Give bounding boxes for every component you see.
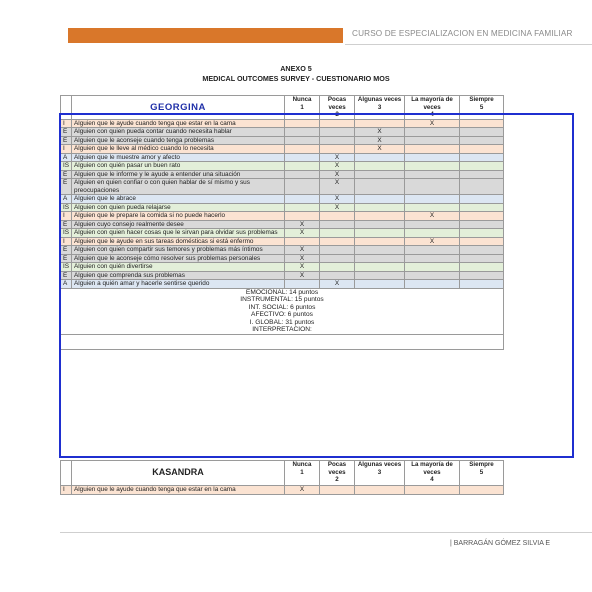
table-row <box>61 136 504 145</box>
table-row <box>61 128 504 137</box>
annex-title: ANEXO 5 <box>280 64 312 73</box>
question-cell: Alguien que le aconseje cuando tenga problemas <box>72 136 285 145</box>
question-cell: Alguien cuyo consejo realmente desee <box>72 220 285 229</box>
question-cell: Alguien con quien compartir sus temores y problemas más íntimos <box>72 246 285 255</box>
col-header-algunas: Algunas veces 3 <box>355 461 405 486</box>
answer-cell <box>355 203 405 212</box>
answer-cell: X <box>320 162 355 171</box>
answer-cell: X <box>405 237 460 246</box>
question-cell: Alguien con quien pueda contar cuando necesita hablar <box>72 128 285 137</box>
question-cell: Alguien que comprenda sus problemas <box>72 271 285 280</box>
mos-table-georgina <box>60 95 504 350</box>
answer-cell <box>285 280 320 289</box>
col-header-nunca: Nunca 1 <box>285 96 320 120</box>
answer-cell <box>405 263 460 272</box>
blank-cell <box>61 334 504 349</box>
table-row <box>61 237 504 246</box>
category-cell: E <box>61 128 72 137</box>
question-cell: Alguien que le abrace <box>72 195 285 204</box>
answer-cell <box>460 212 504 221</box>
category-cell: I <box>61 212 72 221</box>
answer-cell: X <box>285 263 320 272</box>
answer-cell <box>355 237 405 246</box>
answer-cell <box>405 162 460 171</box>
answer-cell <box>460 246 504 255</box>
score-line: I. GLOBAL: 31 puntos <box>249 318 315 326</box>
score-line: AFECTIVO: 6 puntos <box>251 311 313 318</box>
category-cell: E <box>61 254 72 263</box>
table-row <box>61 486 504 495</box>
table-row <box>61 145 504 154</box>
question-cell: Alguien que le prepare la comida si no puede hacerlo <box>72 212 285 221</box>
answer-cell <box>355 271 405 280</box>
mos-table-kasandra <box>60 460 504 495</box>
category-header-cell <box>61 461 72 486</box>
answer-cell <box>460 220 504 229</box>
answer-cell: X <box>355 128 405 137</box>
score-summary <box>61 288 504 334</box>
answer-cell <box>285 145 320 154</box>
answer-cell <box>320 263 355 272</box>
category-header-cell <box>61 96 72 120</box>
question-cell: Alguien que le ayude cuando tenga que estar en la cama <box>72 119 285 128</box>
category-cell: I <box>61 486 72 495</box>
answer-cell: X <box>320 195 355 204</box>
category-cell: I <box>61 119 72 128</box>
answer-cell <box>320 254 355 263</box>
category-cell: A <box>61 280 72 289</box>
answer-cell: X <box>355 136 405 145</box>
answer-cell: X <box>285 246 320 255</box>
answer-cell <box>405 145 460 154</box>
answer-cell <box>320 145 355 154</box>
category-cell: E <box>61 220 72 229</box>
answer-cell <box>405 203 460 212</box>
col-header-mayoria: La mayoría de veces 4 <box>405 96 460 120</box>
table-row <box>61 271 504 280</box>
answer-cell <box>285 179 320 195</box>
answer-cell <box>285 203 320 212</box>
answer-cell: X <box>320 280 355 289</box>
question-cell: Alguien que le ayude en sus tareas domésticas si está enfermo <box>72 237 285 246</box>
answer-cell <box>320 220 355 229</box>
question-cell: Alguien con quién pasar un buen rato <box>72 162 285 171</box>
answer-cell <box>405 195 460 204</box>
question-cell: Alguien que le aconseje cómo resolver sus problemas personales <box>72 254 285 263</box>
answer-cell: X <box>285 229 320 238</box>
answer-cell <box>285 237 320 246</box>
category-cell: A <box>61 153 72 162</box>
answer-cell <box>460 128 504 137</box>
answer-cell: X <box>285 254 320 263</box>
table-row <box>61 220 504 229</box>
footer-divider <box>60 532 592 533</box>
col-header-pocas: Pocas veces 2 <box>320 96 355 120</box>
answer-cell: X <box>355 145 405 154</box>
col-header-algunas: Algunas veces 3 <box>355 96 405 120</box>
answer-cell: X <box>285 271 320 280</box>
answer-cell <box>355 119 405 128</box>
category-cell: E <box>61 170 72 179</box>
answer-cell: X <box>320 203 355 212</box>
answer-cell <box>320 229 355 238</box>
answer-cell <box>460 179 504 195</box>
answer-cell <box>285 136 320 145</box>
answer-cell <box>405 136 460 145</box>
table-header-row <box>61 96 504 120</box>
answer-cell <box>355 280 405 289</box>
answer-cell <box>355 486 405 495</box>
answer-cell <box>405 271 460 280</box>
answer-cell: X <box>405 119 460 128</box>
answer-cell <box>405 229 460 238</box>
table-row <box>61 229 504 238</box>
answer-cell <box>460 263 504 272</box>
answer-cell <box>285 162 320 171</box>
category-cell: E <box>61 136 72 145</box>
col-header-siempre: Siempre 5 <box>460 96 504 120</box>
answer-cell <box>285 212 320 221</box>
answer-cell: X <box>405 212 460 221</box>
answer-cell <box>460 195 504 204</box>
answer-cell <box>355 229 405 238</box>
answer-cell <box>460 280 504 289</box>
answer-cell <box>460 170 504 179</box>
answer-cell <box>285 195 320 204</box>
table-row <box>61 212 504 221</box>
table-row <box>61 153 504 162</box>
question-cell: Alguien que le lleve al médico cuando lo necesita <box>72 145 285 154</box>
col-header-nunca: Nunca 1 <box>285 461 320 486</box>
answer-cell <box>460 254 504 263</box>
answer-cell <box>355 212 405 221</box>
table-row <box>61 162 504 171</box>
answer-cell <box>320 136 355 145</box>
question-cell: Alguien que le muestre amor y afecto <box>72 153 285 162</box>
answer-cell <box>460 237 504 246</box>
answer-cell <box>285 170 320 179</box>
table-row <box>61 254 504 263</box>
answer-cell <box>355 170 405 179</box>
answer-cell <box>320 212 355 221</box>
score-line: INT. SOCIAL: 6 puntos <box>248 303 316 311</box>
answer-cell <box>460 203 504 212</box>
answer-cell <box>405 128 460 137</box>
answer-cell <box>320 271 355 280</box>
category-cell: E <box>61 271 72 280</box>
category-cell: E <box>61 179 72 195</box>
category-cell: IS <box>61 162 72 171</box>
answer-cell <box>355 246 405 255</box>
answer-cell <box>405 153 460 162</box>
course-title: CURSO DE ESPECIALIZACION EN MEDICINA FAMILIAR <box>352 29 573 38</box>
answer-cell: X <box>285 220 320 229</box>
answer-cell <box>355 220 405 229</box>
answer-cell <box>355 179 405 195</box>
question-cell: Alguien que le informe y le ayude a entender una situación <box>72 170 285 179</box>
header-divider <box>345 44 592 45</box>
footer-author: | BARRAGÁN GÓMEZ SILVIA E <box>450 540 551 547</box>
question-cell: Alguien con quien hacer cosas que le sirvan para olvidar sus problemas <box>72 229 285 238</box>
answer-cell <box>320 128 355 137</box>
answer-cell <box>285 153 320 162</box>
answer-cell <box>355 153 405 162</box>
answer-cell <box>405 170 460 179</box>
col-header-mayoria: La mayoría de veces 4 <box>405 461 460 486</box>
table-row <box>61 119 504 128</box>
answer-cell <box>320 246 355 255</box>
question-cell: Alguien que le ayude cuando tenga que estar en la cama <box>72 486 285 495</box>
answer-cell <box>460 229 504 238</box>
score-summary-row <box>61 288 504 334</box>
question-cell: Alguien con quién divertirse <box>72 263 285 272</box>
answer-cell <box>320 237 355 246</box>
answer-cell <box>405 246 460 255</box>
answer-cell <box>405 254 460 263</box>
answer-cell <box>405 179 460 195</box>
table-row <box>61 203 504 212</box>
table-row <box>61 170 504 179</box>
category-cell: IS <box>61 203 72 212</box>
score-line: INTERPRETACION: <box>252 326 312 333</box>
question-cell: Alguien en quien confiar o con quien hablar de sí mismo y sus preocupaciones <box>72 179 285 195</box>
answer-cell <box>355 263 405 272</box>
answer-cell <box>460 119 504 128</box>
answer-cell <box>460 162 504 171</box>
answer-cell <box>285 119 320 128</box>
answer-cell <box>405 220 460 229</box>
table-header-row <box>61 461 504 486</box>
answer-cell <box>460 271 504 280</box>
category-cell: IS <box>61 229 72 238</box>
col-header-siempre: Siempre 5 <box>460 461 504 486</box>
answer-cell: X <box>285 486 320 495</box>
category-cell: A <box>61 195 72 204</box>
survey-title: MEDICAL OUTCOMES SURVEY - CUESTIONARIO MOS <box>202 74 390 83</box>
answer-cell: X <box>320 179 355 195</box>
answer-cell: X <box>320 170 355 179</box>
table-row <box>61 246 504 255</box>
answer-cell <box>285 128 320 137</box>
answer-cell <box>355 254 405 263</box>
col-header-pocas: Pocas veces 2 <box>320 461 355 486</box>
table-row <box>61 280 504 289</box>
answer-cell <box>460 136 504 145</box>
header-accent-bar <box>68 28 343 43</box>
answer-cell <box>320 119 355 128</box>
category-cell: E <box>61 246 72 255</box>
table-row <box>61 179 504 195</box>
answer-cell <box>405 486 460 495</box>
answer-cell <box>355 162 405 171</box>
category-cell: I <box>61 145 72 154</box>
score-line: EMOCIONAL: 14 puntos <box>245 288 319 296</box>
answer-cell <box>320 486 355 495</box>
blank-row <box>61 334 504 349</box>
score-line: INSTRUMENTAL: 15 puntos <box>240 296 324 303</box>
category-cell: IS <box>61 263 72 272</box>
patient-name: KASANDRA <box>72 461 285 486</box>
answer-cell <box>355 195 405 204</box>
category-cell: I <box>61 237 72 246</box>
answer-cell <box>460 153 504 162</box>
patient-name: GEORGINA <box>72 96 285 120</box>
answer-cell: X <box>320 153 355 162</box>
answer-cell <box>460 145 504 154</box>
table-row <box>61 195 504 204</box>
answer-cell <box>460 486 504 495</box>
table-row <box>61 263 504 272</box>
answer-cell <box>405 280 460 289</box>
question-cell: Alguien con quien pueda relajarse <box>72 203 285 212</box>
question-cell: Alguien a quién amar y hacerle sentirse querido <box>72 280 285 289</box>
